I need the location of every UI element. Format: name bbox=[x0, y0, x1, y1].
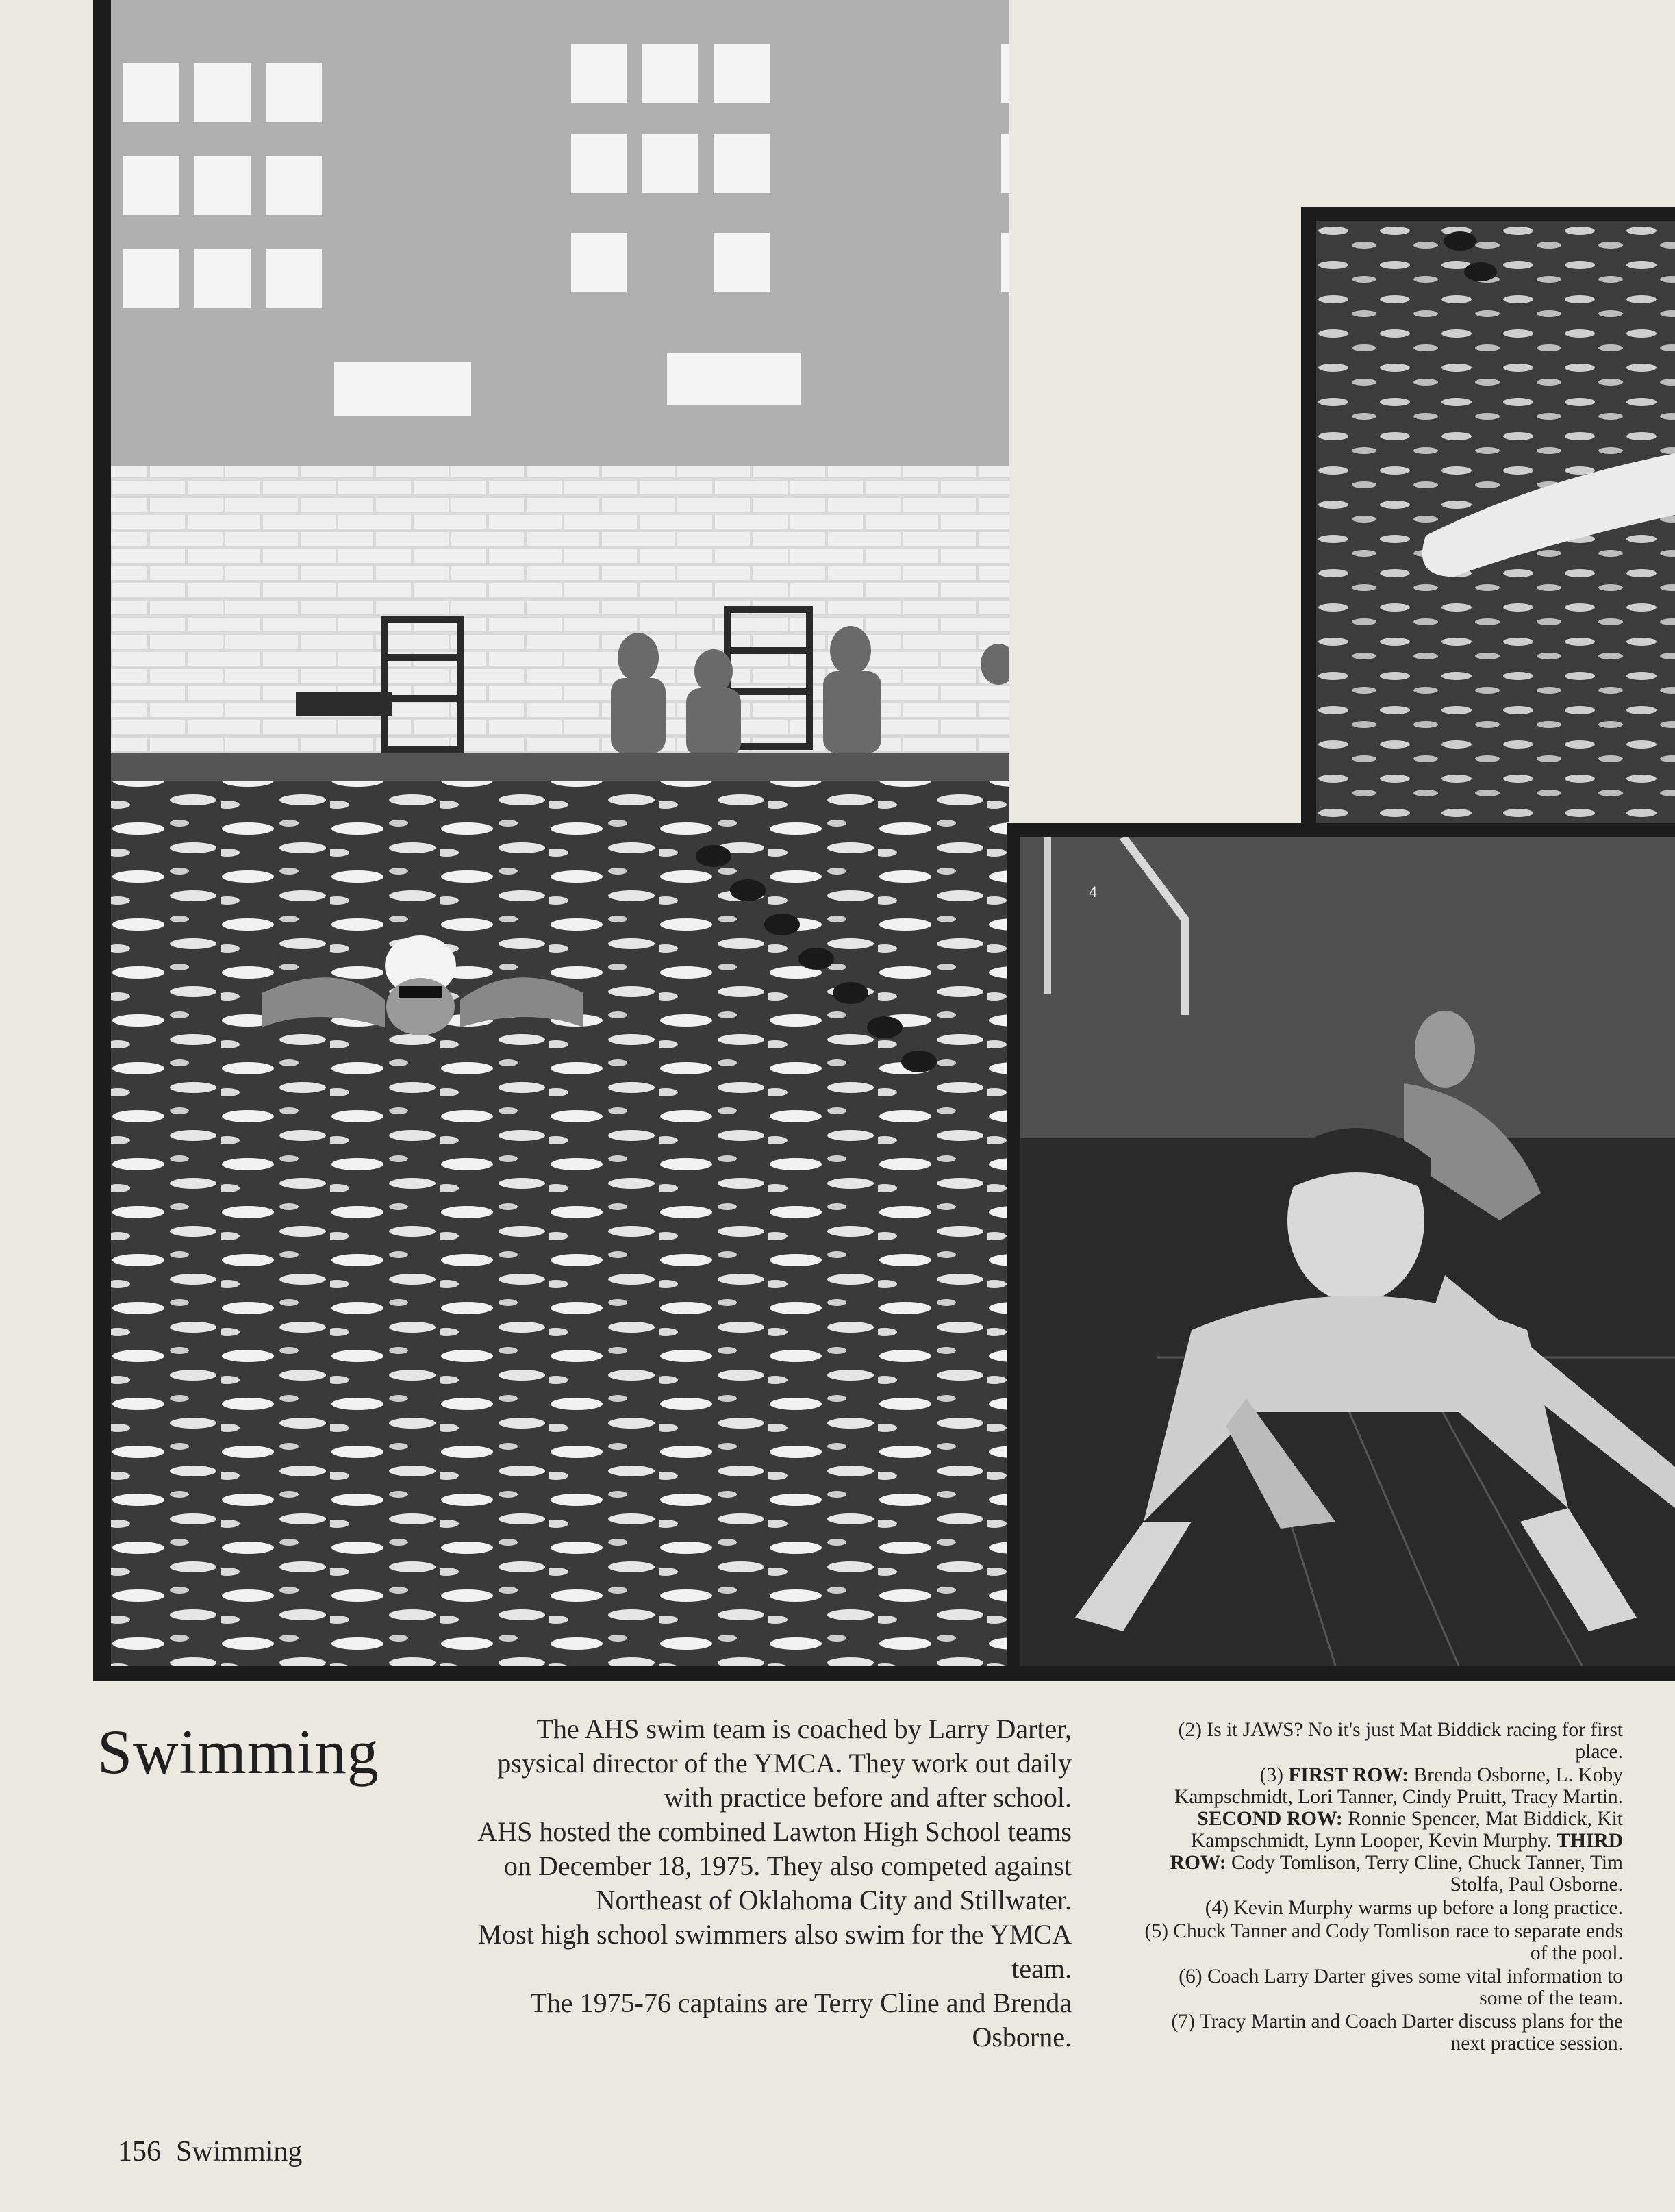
caption-2: (2) Is it JAWS? No it's just Mat Biddick racing for first place. bbox=[1178, 1719, 1623, 1763]
caption-5: (5) Chuck Tanner and Cody Tomlison race to separate ends of the pool. bbox=[1144, 1920, 1623, 1964]
caption-3-third-row-label: THIRD ROW: bbox=[1170, 1830, 1623, 1874]
racing-swimmer-photo bbox=[1316, 221, 1675, 825]
photo-frame-left-border bbox=[93, 0, 111, 1679]
caption-7: (7) Tracy Martin and Coach Darter discuss plans for the next practice session. bbox=[1171, 2011, 1623, 2054]
story-text bbox=[452, 1712, 1072, 2054]
caption-3-number: (3) bbox=[1259, 1764, 1283, 1786]
caption-3-second-row: Ronnie Spencer, Mat Biddick, Kit Kampschmidt, Lynn Looper, Kevin Murphy. bbox=[1190, 1808, 1623, 1852]
caption-4: (4) Kevin Murphy warms up before a long practice. bbox=[1205, 1897, 1623, 1919]
caption-3 bbox=[1144, 1764, 1623, 1896]
folio-section: Swimming bbox=[176, 2136, 303, 2167]
page-title: Swimming bbox=[97, 1717, 379, 1787]
pool-practice-photo bbox=[111, 0, 1009, 1666]
photo-number-label: 4 bbox=[1089, 883, 1098, 901]
photo-captions bbox=[1144, 1719, 1623, 2056]
page-folio bbox=[118, 2135, 317, 2168]
story-paragraph: The AHS swim team is coached by Larry Darter, psysical director of the YMCA. They work out daily with practice before and after school. bbox=[497, 1713, 1072, 1813]
page-number: 156 bbox=[118, 2136, 161, 2167]
warm-up-photo bbox=[1020, 837, 1675, 1666]
caption-3-third-row: Cody Tomlison, Terry Cline, Chuck Tanner, Tim Stolfa, Paul Osborne. bbox=[1231, 1852, 1623, 1896]
story-paragraph: Most high school swimmers also swim for the YMCA team. bbox=[477, 1919, 1072, 1984]
caption-3-first-row: Brenda Osborne, L. Koby Kampschmidt, Lori Tanner, Cindy Pruitt, Tracy Martin. bbox=[1174, 1764, 1623, 1808]
story-paragraph: AHS hosted the combined Lawton High School teams on December 18, 1975. They also competed against Northeast of Oklahoma City and Stillwater. bbox=[477, 1816, 1072, 1915]
caption-3-second-row-label: SECOND ROW: bbox=[1197, 1808, 1343, 1830]
story-paragraph: The 1975-76 captains are Terry Cline and Brenda Osborne. bbox=[530, 1987, 1072, 2052]
caption-3-first-row-label: FIRST ROW: bbox=[1288, 1764, 1409, 1786]
caption-6: (6) Coach Larry Darter gives some vital information to some of the team. bbox=[1179, 1965, 1623, 2009]
